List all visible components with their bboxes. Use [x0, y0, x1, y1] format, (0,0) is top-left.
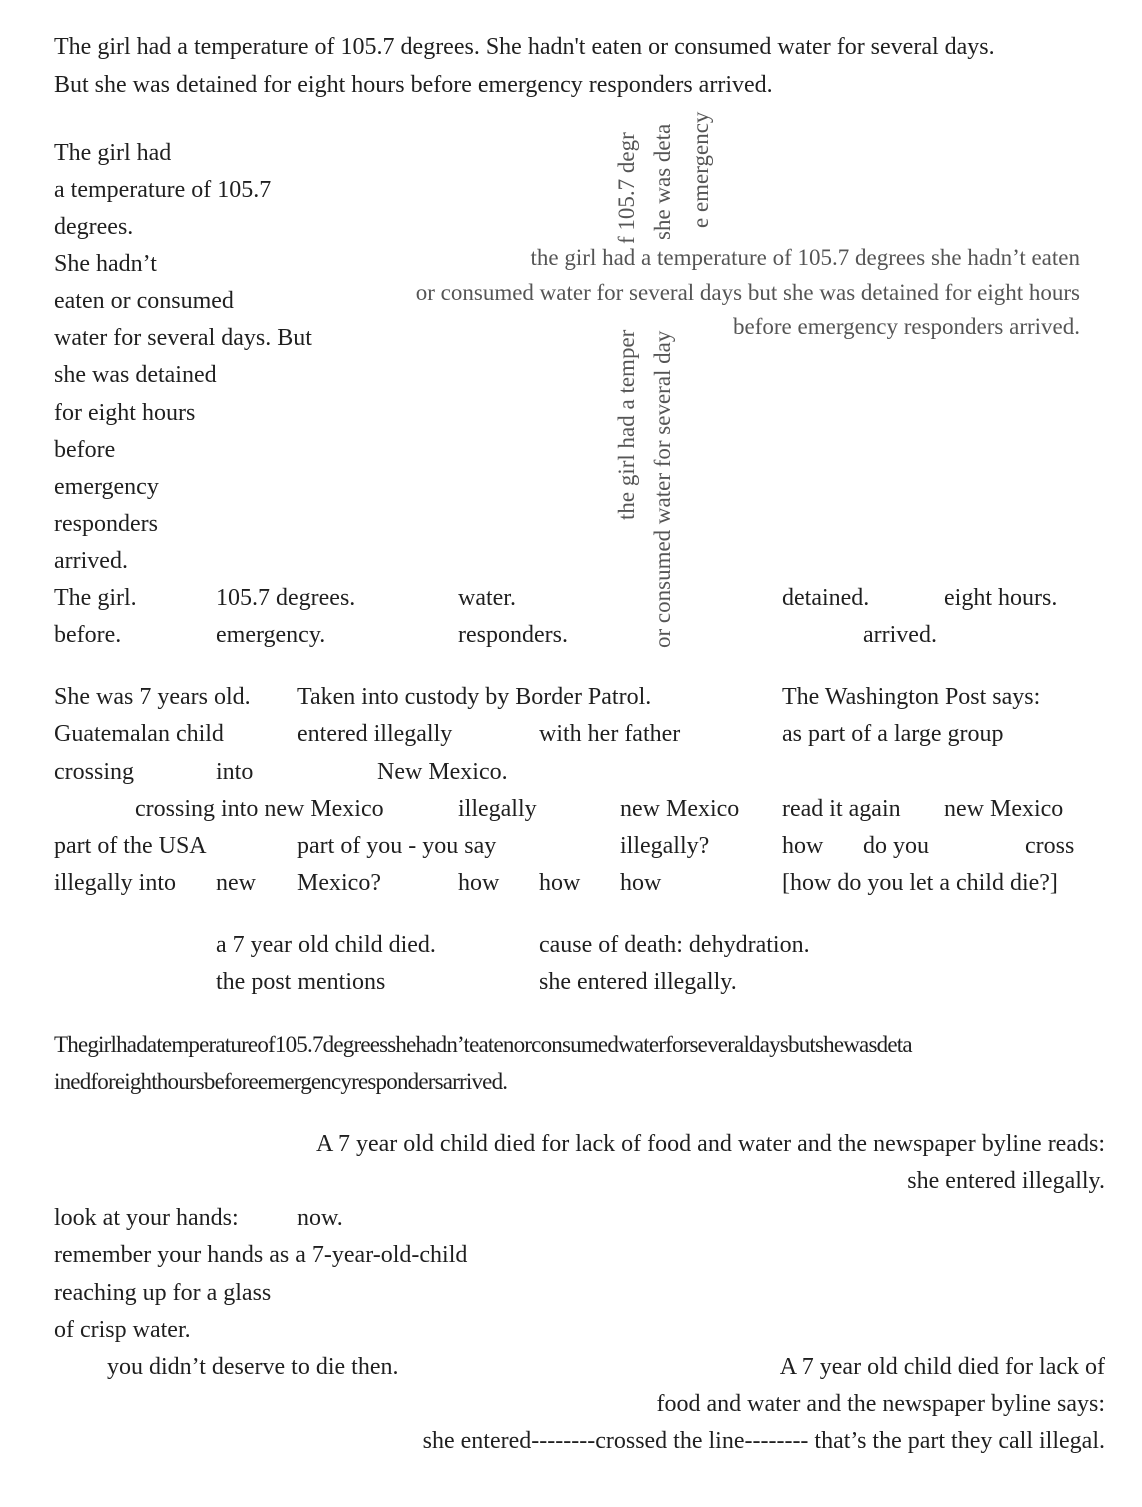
block2-text: entered illegally: [297, 721, 453, 747]
left-line: emergency: [54, 474, 159, 500]
left-line: arrived.: [54, 548, 128, 574]
block2-text: how: [458, 870, 500, 896]
block2-text: new Mexico: [944, 796, 1064, 822]
block2-text: illegally?: [620, 833, 710, 859]
left-line: eaten or consumed: [54, 288, 234, 314]
block3-text: the post mentions: [216, 969, 386, 995]
block2-text: crossing into new Mexico: [135, 796, 384, 822]
intro-line-2: But she was detained for eight hours before emergency responders arrived.: [54, 72, 773, 98]
left-line: she was detained: [54, 362, 217, 388]
left-line: responders: [54, 511, 158, 537]
vertical-line: she was deta: [650, 123, 675, 240]
hands-line: of crisp water.: [54, 1317, 191, 1343]
fragment: responders.: [458, 622, 568, 648]
hands-line: reaching up for a glass: [54, 1280, 272, 1306]
block2-text: cross: [1025, 833, 1075, 859]
hands-line: now.: [297, 1205, 343, 1231]
block2-text: Taken into custody by Border Patrol.: [297, 684, 652, 710]
fragment: emergency.: [216, 622, 326, 648]
block2-text: part of you - you say: [297, 833, 497, 859]
block2-text: Guatemalan child: [54, 721, 224, 747]
block2-text: with her father: [539, 721, 681, 747]
runon-line: inedforeighthoursbeforeemergencyrespondersarrived.: [54, 1069, 508, 1094]
block2-text: illegally: [458, 796, 537, 822]
runon-line: Thegirlhadatemperatureof105.7degreesshehadn’teatenorconsumedwaterforseveraldaysbutshewasdeta: [54, 1032, 912, 1057]
left-line: for eight hours: [54, 400, 196, 426]
left-line: a temperature of 105.7: [54, 177, 272, 203]
vertical-line: e emergency: [688, 111, 713, 228]
block3-text: cause of death: dehydration.: [539, 932, 810, 958]
byline-line: she entered illegally.: [907, 1168, 1105, 1194]
block2-text: how: [620, 870, 662, 896]
block2-text: New Mexico.: [377, 759, 508, 785]
byline-line: food and water and the newspaper byline says:: [656, 1391, 1105, 1417]
byline-line: A 7 year old child died for lack of: [779, 1354, 1105, 1380]
block2-text: The Washington Post says:: [782, 684, 1041, 710]
block2-text: illegally into: [54, 870, 176, 896]
left-line: degrees.: [54, 214, 134, 240]
block2-text: read it again: [782, 796, 901, 822]
block2-text: do you: [863, 833, 929, 859]
fragment: water.: [458, 585, 516, 611]
byline-line: she entered--------crossed the line-------- that’s the part they call illegal.: [422, 1428, 1105, 1454]
block2-text: new: [216, 870, 256, 896]
fragment: arrived.: [863, 622, 937, 648]
fragment: 105.7 degrees.: [216, 585, 356, 611]
block2-text: [how do you let a child die?]: [782, 870, 1058, 896]
fragment: eight hours.: [944, 585, 1058, 611]
block2-text: part of the USA: [54, 833, 207, 859]
left-line: The girl had: [54, 140, 172, 166]
block2-text: how: [782, 833, 824, 859]
intro-line-1: The girl had a temperature of 105.7 degrees. She hadn't eaten or consumed water for several days.: [54, 34, 995, 60]
block2-text: into: [216, 759, 254, 785]
hands-line: remember your hands as a 7-year-old-child: [54, 1242, 468, 1268]
fragment: detained.: [782, 585, 870, 611]
left-line: water for several days. But: [54, 325, 312, 351]
block2-text: as part of a large group: [782, 721, 1004, 747]
block3-text: a 7 year old child died.: [216, 932, 436, 958]
block2-text: She was 7 years old.: [54, 684, 251, 710]
left-line: She hadn’t: [54, 251, 157, 277]
block2-text: Mexico?: [297, 870, 381, 896]
vertical-line: the girl had a temper: [614, 329, 639, 520]
hands-line: look at your hands:: [54, 1205, 239, 1231]
hands-line: you didn’t deserve to die then.: [107, 1354, 399, 1380]
byline-line: A 7 year old child died for lack of food and water and the newspaper byline reads:: [315, 1131, 1105, 1157]
horizontal-line: or consumed water for several days but she was detained for eight hours: [415, 280, 1080, 305]
fragment: The girl.: [54, 585, 137, 611]
left-line: before: [54, 437, 116, 463]
fragment: before.: [54, 622, 122, 648]
block2-text: new Mexico: [620, 796, 740, 822]
horizontal-line: before emergency responders arrived.: [733, 314, 1080, 339]
horizontal-line: the girl had a temperature of 105.7 degrees she hadn’t eaten: [530, 245, 1080, 270]
block2-text: crossing: [54, 759, 134, 785]
vertical-line: f 105.7 degr: [614, 132, 639, 244]
block2-text: how: [539, 870, 581, 896]
vertical-line: or consumed water for several day: [650, 330, 675, 648]
block3-text: she entered illegally.: [539, 969, 737, 995]
